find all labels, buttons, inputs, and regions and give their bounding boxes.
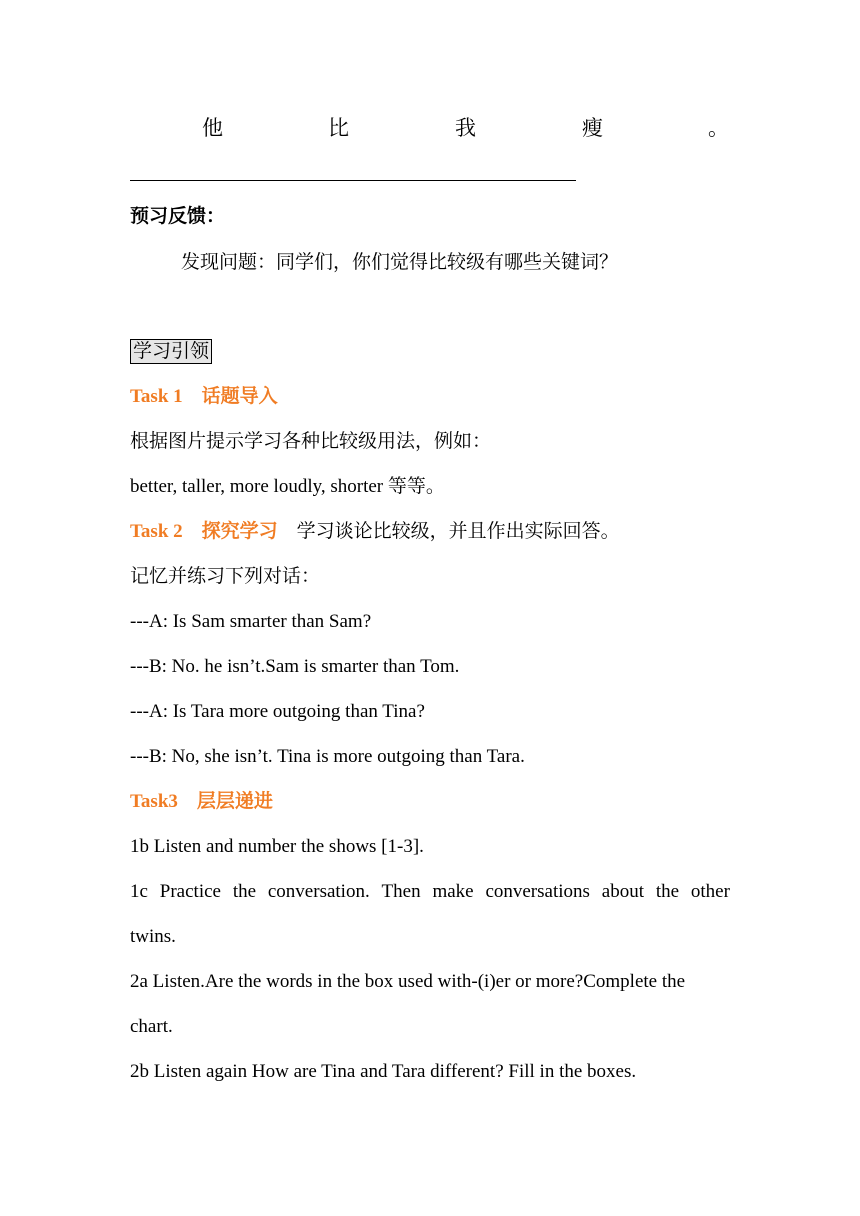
- task1-heading: Task 1 话题导入: [130, 386, 278, 407]
- sentence-char: 他: [202, 116, 223, 140]
- dialog-line: ---A: Is Tara more outgoing than Tina?: [130, 701, 425, 722]
- word: Then: [381, 881, 421, 902]
- task1-line2: better, taller, more loudly, shorter 等等。: [130, 476, 445, 497]
- answer-blank-line: [130, 180, 576, 181]
- task2-heading: Task 2 探究学习: [130, 521, 278, 542]
- word: make: [432, 881, 474, 902]
- task3-item-2a-end: chart.: [130, 1016, 173, 1037]
- word: conversations: [485, 881, 590, 902]
- word: conversation.: [267, 881, 370, 902]
- word: about: [601, 881, 644, 902]
- dialog-line: ---B: No, she isn’t. Tina is more outgoing than Tara.: [130, 746, 525, 767]
- word: Practice: [159, 881, 221, 902]
- preview-feedback-title: 预习反馈：: [130, 206, 226, 227]
- sentence-char: 。: [708, 116, 729, 140]
- task3-item-1c: [130, 880, 730, 904]
- task3-heading: Task3 层层递进: [130, 791, 273, 812]
- word: the: [655, 881, 680, 902]
- study-guide-heading: [130, 340, 212, 364]
- dialog-line: ---A: Is Sam smarter than Sam?: [130, 611, 372, 632]
- sentence-char: 我: [455, 116, 476, 140]
- dialog-line: ---B: No. he isn’t.Sam is smarter than Tom.: [130, 656, 460, 677]
- word: 1c: [130, 881, 148, 902]
- task2-intro: 记忆并练习下列对话：: [130, 566, 321, 587]
- sentence-char: 比: [328, 116, 349, 140]
- task2-heading-line: [130, 520, 620, 544]
- study-guide-box: 学习引领: [130, 339, 212, 364]
- task3-item-1c-end: twins.: [130, 926, 176, 947]
- preview-feedback-question: 发现问题：同学们，你们觉得比较级有哪些关键词？: [181, 252, 619, 273]
- task1-line1: 根据图片提示学习各种比较级用法，例如：: [130, 431, 492, 452]
- sentence-char: 瘦: [582, 116, 603, 140]
- word: other: [690, 881, 730, 902]
- word: the: [232, 881, 257, 902]
- task3-item-1b: 1b Listen and number the shows [1-3].: [130, 836, 424, 857]
- task2-description: 学习谈论比较级，并且作出实际回答。: [277, 521, 620, 542]
- task3-item-2a: 2a Listen.Are the words in the box used with-(i)er or more?Complete the: [130, 971, 686, 992]
- task3-item-2b: 2b Listen again How are Tina and Tara different? Fill in the boxes.: [130, 1061, 637, 1082]
